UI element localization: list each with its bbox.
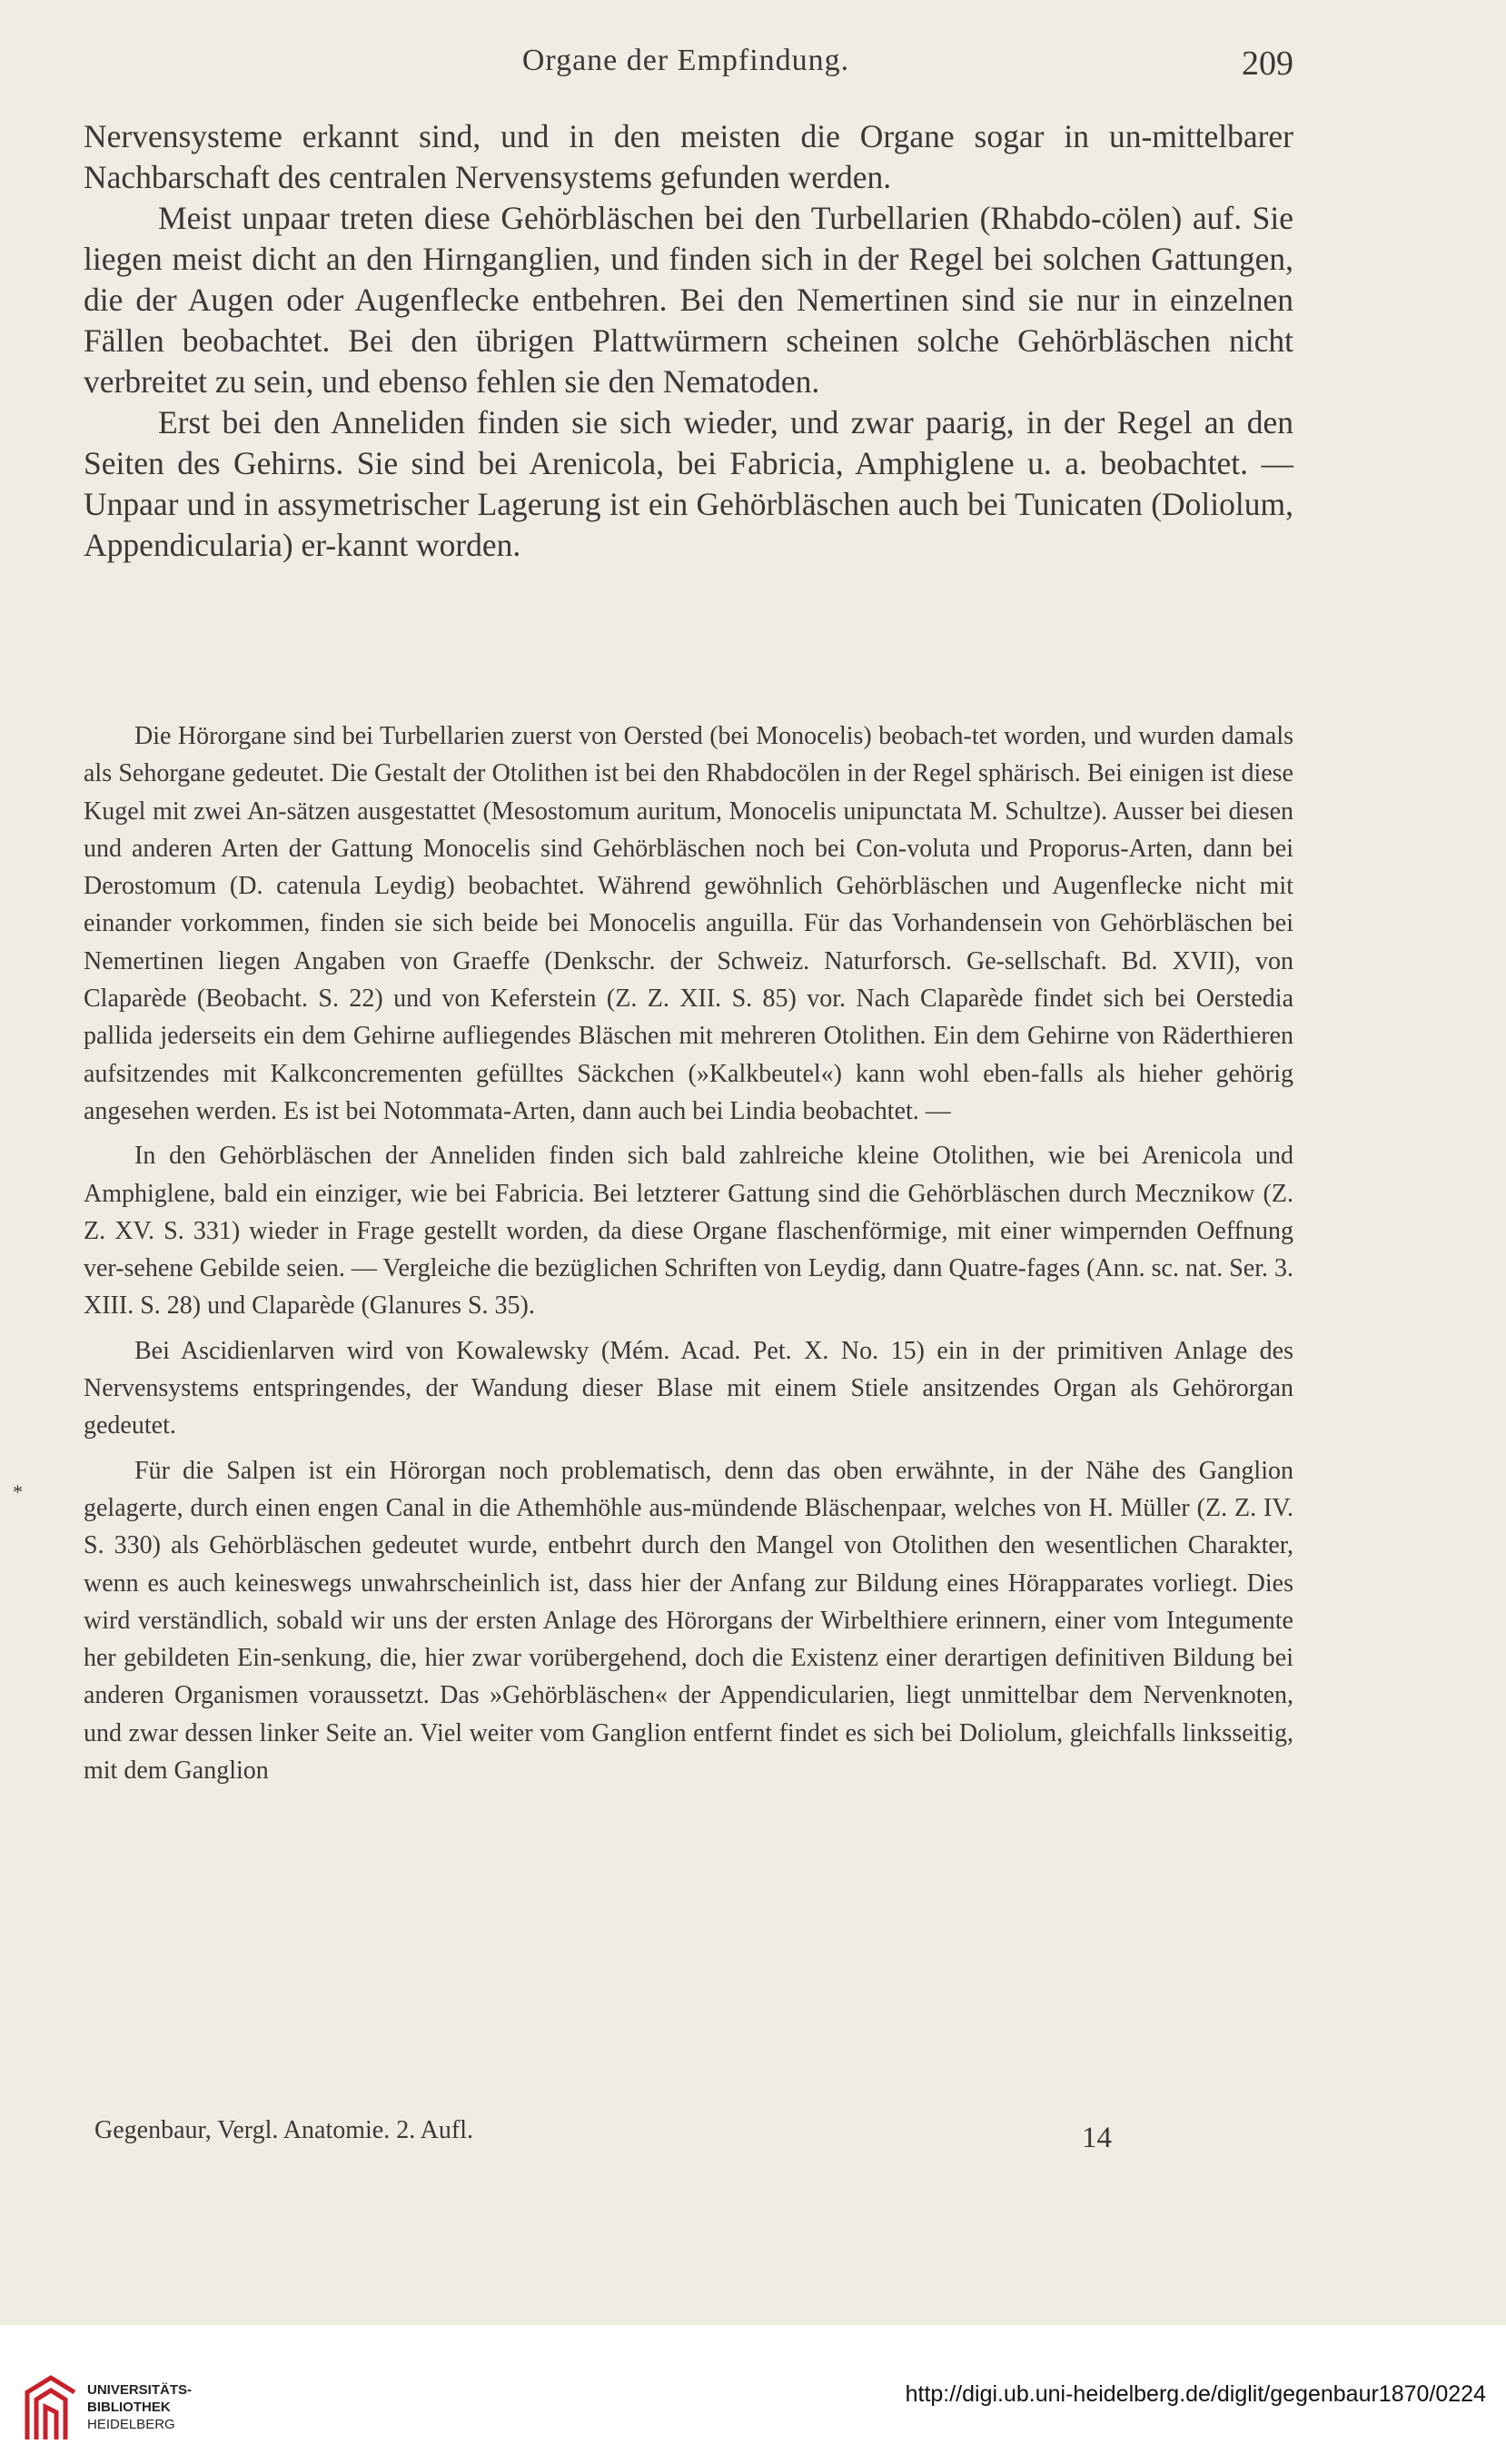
library-logo-icon [20, 2372, 80, 2443]
note-paragraph: Die Hörorgane sind bei Turbellarien zuerst von Oersted (bei Monocelis) beobach-tet worden, und wurden damals als Sehorgane gedeutet. Die Gestalt der Otolithen ist bei den Rhabdocölen in der Regel sphärisch. Bei einigen ist diese Kugel mit zwei An-sätzen ausgestattet (Mesostomum auritum, Monocelis unipunctata M. Schultze). Ausser bei diesen und anderen Arten der Gattung Monocelis sind Gehörbläschen noch bei Con-voluta und Proporus-Arten, dann bei Derostomum (D. catenula Leydig) beobachtet. Während gewöhnlich Gehörbläschen und Augenflecke nicht mit einander vorkommen, finden sie sich beide bei Monocelis anguilla. Für das Vorhandensein von Gehörbläschen bei Nemertinen liegen Angaben von Graeffe (Denkschr. der Schweiz. Naturforsch. Ge-sellschaft. Bd. XVII), von Claparède (Beobacht. S. 22) und von Keferstein (Z. Z. XII. S. 85) vor. Nach Claparède findet sich bei Oerstedia pallida jederseits ein dem Gehirne aufliegendes Bläschen mit mehreren Otolithen. Ein dem Gehirne von Räderthieren aufsitzendes mit Kalkconcrementen gefülltes Säckchen (»Kalkbeutel«) kann wohl eben-falls als hieher gehörig angesehen werden. Es ist bei Notommata-Arten, dann auch bei Lindia beobachtet. — [84, 722, 1293, 1125]
running-title: Organe der Empfindung. [521, 44, 850, 77]
page-number: 209 [1242, 45, 1293, 83]
sheet-number: 14 [1082, 2122, 1112, 2154]
annotations [84, 717, 1293, 1789]
note-paragraph: Bei Ascidienlarven wird von Kowalewsky (Mém. Acad. Pet. X. No. 15) ein in der primitiven Anlage des Nervensystems entspringendes, der Wandung dieser Blase mit einem Stiele ansitzendes Organ als Gehörorgan gedeutet. [84, 1336, 1293, 1440]
main-text [84, 116, 1293, 566]
library-bar [0, 2325, 1506, 2464]
note-paragraph: In den Gehörbläschen der Anneliden finden sich bald zahlreiche kleine Otolithen, wie bei Arenicola und Amphiglene, bald ein einziger, wie bei Fabricia. Bei letzterer Gattung sind die Gehörbläschen durch Mecznikow (Z. Z. XV. S. 331) wieder in Frage gestellt worden, da diese Organe flaschenförmige, mit einer wimpernden Oeffnung ver-sehene Gebilde seien. — Vergleiche die bezüglichen Schriften von Leydig, dann Quatre-fages (Ann. sc. nat. Ser. 3. XIII. S. 28) und Claparède (Glanures S. 35). [84, 1142, 1293, 1321]
page-header [82, 44, 1293, 89]
main-paragraph: Nervensysteme erkannt sind, und in den meisten die Organe sogar in un-mittelbarer Nachbarschaft des centralen Nervensystems gefunden werden. [84, 118, 1293, 195]
library-name [87, 2381, 192, 2433]
library-line: UNIVERSITÄTS- [87, 2382, 193, 2398]
printer-signature: Gegenbaur, Vergl. Anatomie. 2. Aufl. [94, 2116, 473, 2144]
source-link[interactable]: http://digi.ub.uni-heidelberg.de/diglit/gegenbaur1870/0224 [905, 2381, 1486, 2407]
library-line: HEIDELBERG [87, 2417, 175, 2432]
main-paragraph: Erst bei den Anneliden finden sie sich wieder, und zwar paarig, in der Regel an den Seiten des Gehirns. Sie sind bei Arenicola, bei Fabricia, Amphiglene u. a. beobachtet. — Unpaar und in assymetrischer Lagerung ist ein Gehörbläschen auch bei Tunicaten (Doliolum, Appendicularia) er-kannt worden. [84, 404, 1293, 563]
note-paragraph: Für die Salpen ist ein Hörorgan noch problematisch, denn das oben erwähnte, in der Nähe des Ganglion gelagerte, durch einen engen Canal in die Athemhöhle aus-mündende Bläschenpaar, welches von H. Müller (Z. Z. IV. S. 330) als Gehörbläschen gedeutet wurde, entbehrt durch den Mangel von Otolithen den wesentlichen Charakter, wenn es auch keineswegs unwahrscheinlich ist, dass hier der Anfang zur Bildung eines Hörapparates vorliegt. Dies wird verständlich, sobald wir uns der ersten Anlage des Hörorgans der Wirbelthiere erinnern, einer vom Integumente her gebildeten Ein-senkung, die, hier zwar vorübergehend, doch die Existenz einer derartigen definitiven Bildung bei anderen Organismen voraussetzt. Das »Gehörbläschen« der Appendicularien, liegt unmittelbar dem Nervenknoten, und zwar dessen linker Seite an. Viel weiter vom Ganglion entfernt findet es sich bei Doliolum, gleichfalls linksseitig, mit dem Ganglion [84, 1456, 1293, 1786]
margin-mark: * [13, 1480, 23, 1503]
page-footer [94, 2116, 1112, 2152]
main-paragraph: Meist unpaar treten diese Gehörbläschen bei den Turbellarien (Rhabdo-cölen) auf. Sie liegen meist dicht an den Hirnganglien, und finden sich in der Regel bei solchen Gattungen, die der Augen oder Augenflecke entbehren. Bei den Nemertinen sind sie nur in einzelnen Fällen beobachtet. Bei den übrigen Plattwürmern scheinen solche Gehörbläschen nicht verbreitet zu sein, und ebenso fehlen sie den Nematoden. [84, 200, 1293, 400]
library-line: BIBLIOTHEK [87, 2400, 171, 2415]
